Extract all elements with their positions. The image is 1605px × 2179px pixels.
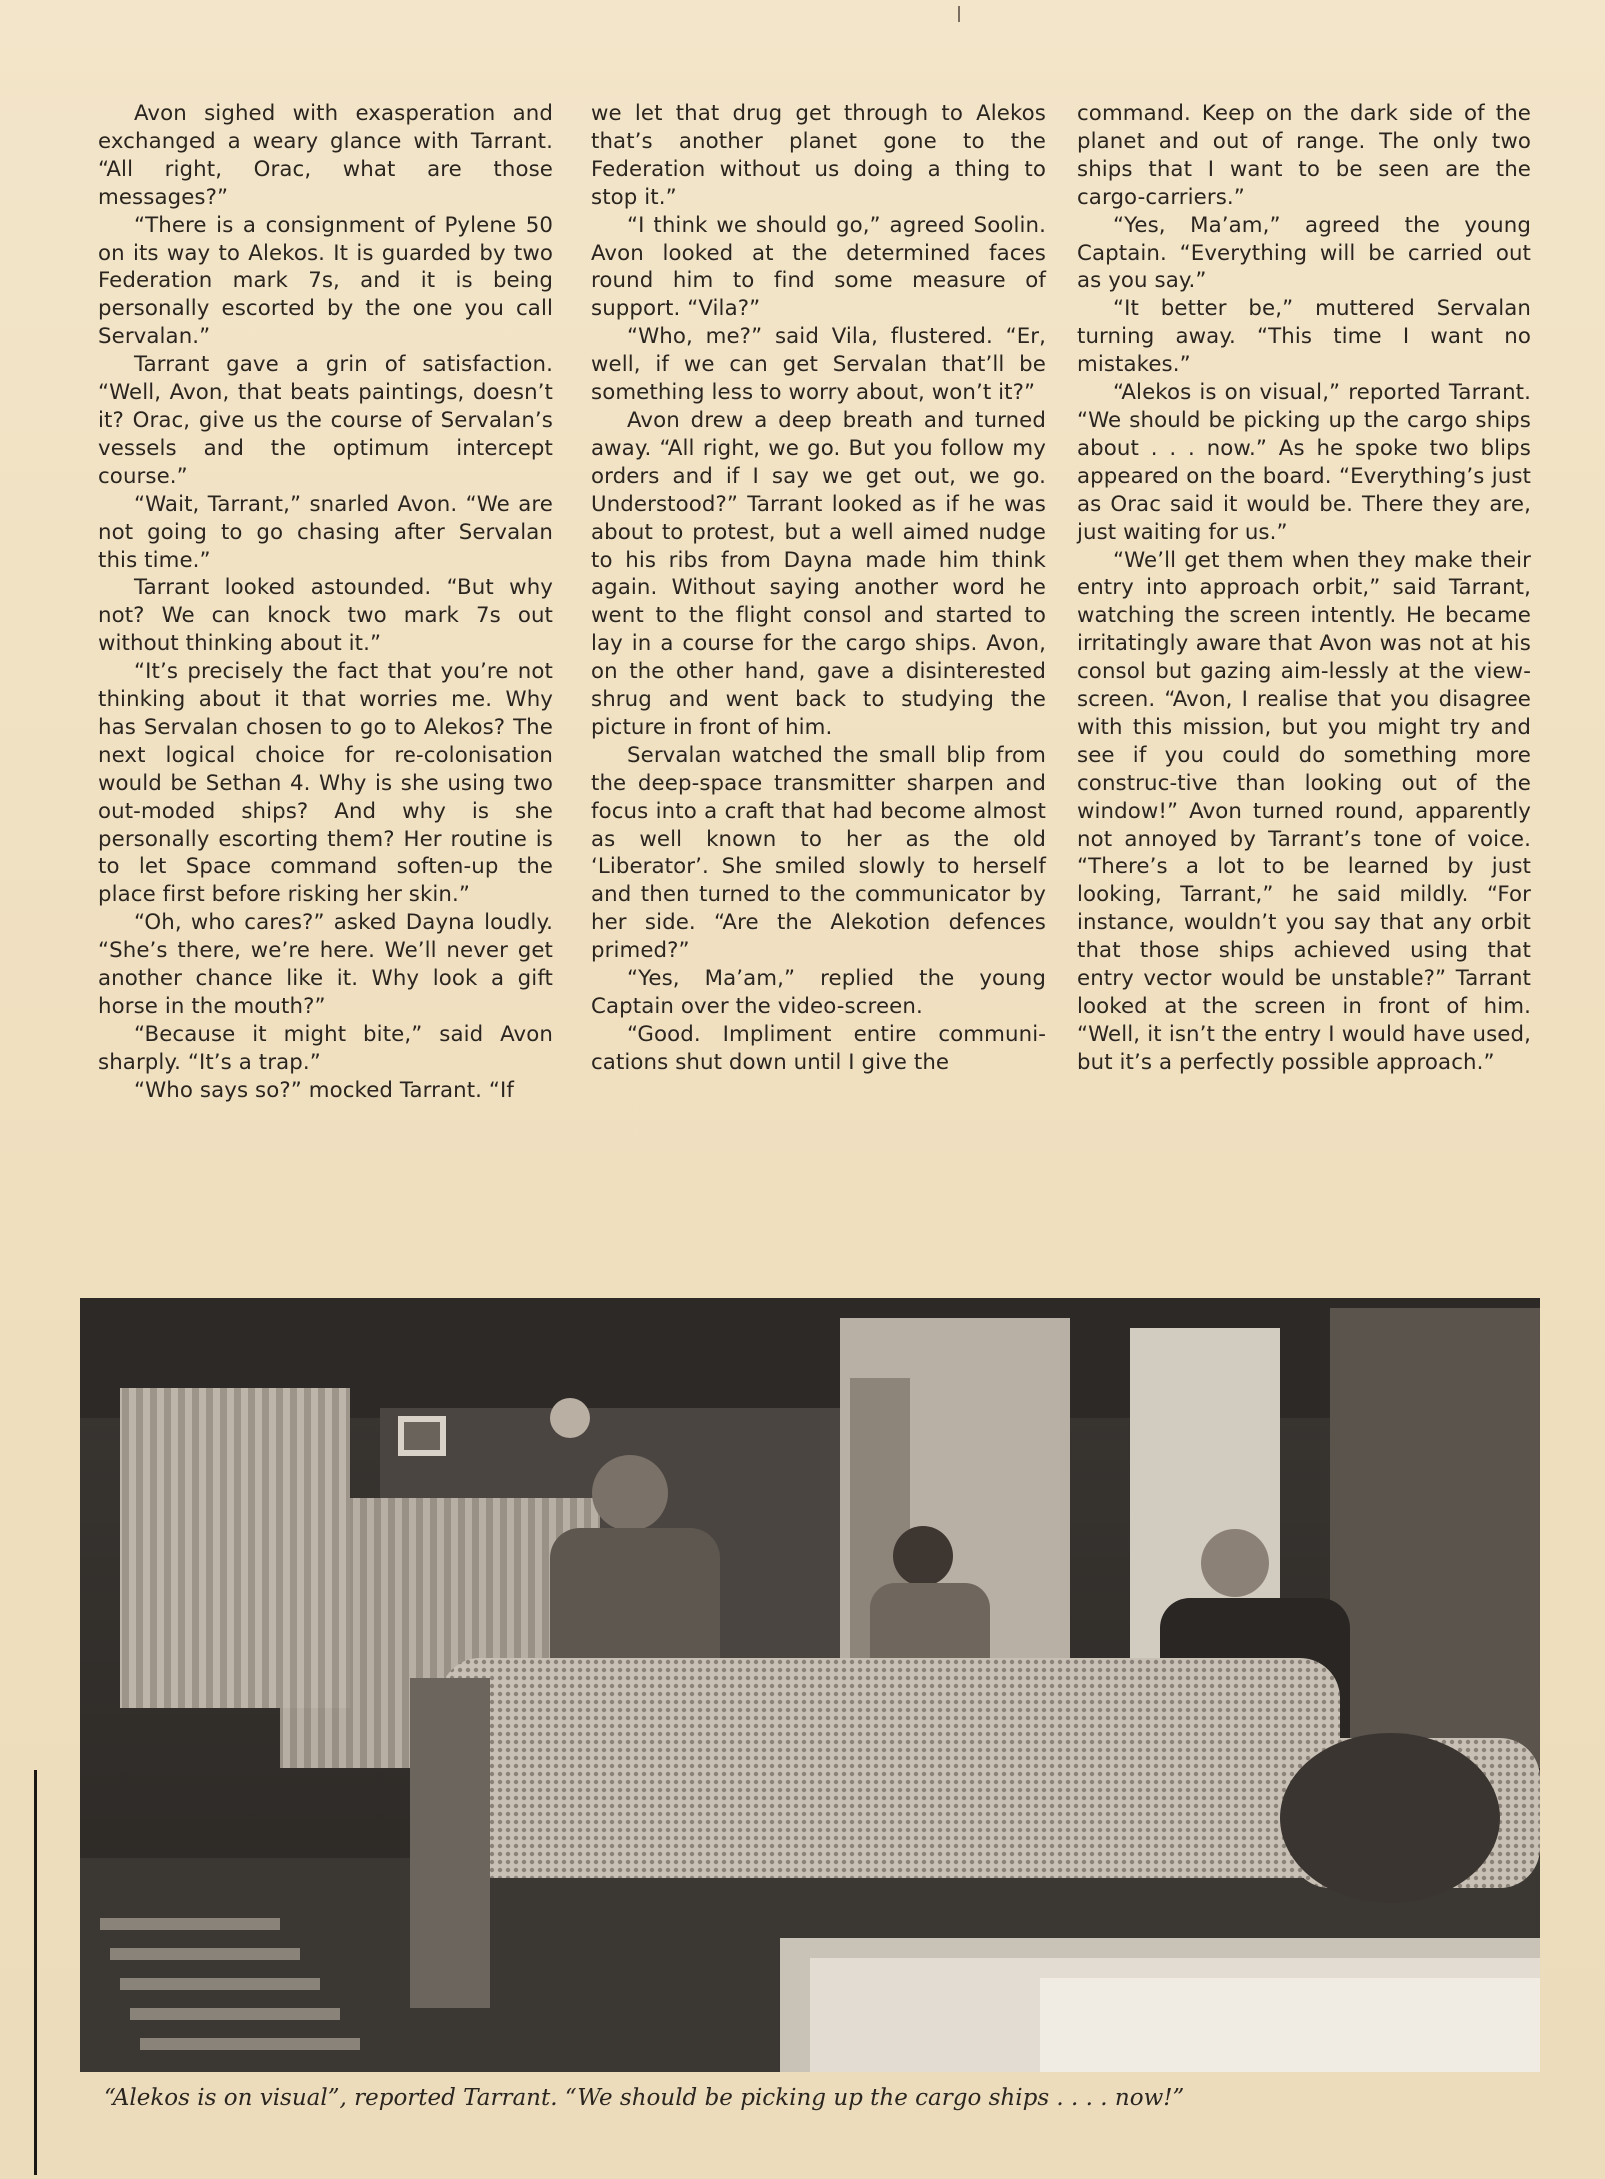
- paragraph-continued: command. Keep on the dark side of the planet and out of range. The only two ships that I want to be seen are the cargo-carriers.”: [1077, 101, 1531, 210]
- paragraph: “Who says so?” mocked Tarrant. “If: [134, 1077, 515, 1103]
- paragraph: “Oh, who cares?” asked Dayna loudly. “She’s there, we’re here. We’ll never get another chance like it. Why look a gift horse in the mouth?”: [98, 910, 553, 1019]
- paragraph: “Wait, Tarrant,” snarled Avon. “We are not going to go chasing after Servalan this time.”: [98, 491, 553, 573]
- paragraph: “There is a consignment of Pylene 50 on its way to Alekos. It is guarded by two Federation mark 7s, and it is being personally escorted by the one you call Servalan.”: [98, 212, 553, 350]
- text-column-3: [1077, 100, 1531, 1077]
- scene-photograph: [80, 1298, 1540, 2072]
- paragraph: Servalan watched the small blip from the deep-space transmitter sharpen and focus into a craft that had become almost as well known to her as the old ‘Liberator’. She smiled slowly to herself and then turned to the communicator by her side. “Are the Alekotion defences primed?”: [591, 742, 1046, 964]
- photo-illustration: [80, 1298, 1540, 2072]
- text-column-1: [98, 100, 553, 1105]
- margin-rule: [34, 1770, 37, 2175]
- paragraph: “Alekos is on visual,” reported Tarrant. “We should be picking up the cargo ships about . . . now.” As he spoke two blips appeared on the board. “Everything’s just as Orac said it would be. There they are, just waiting for us.”: [1077, 380, 1531, 545]
- paragraph: Tarrant looked astounded. “But why not? We can knock two mark 7s out without thinking about it.”: [98, 575, 553, 657]
- paragraph: “Because it might bite,” said Avon sharply. “It’s a trap.”: [98, 1021, 553, 1075]
- paragraph-continued: we let that drug get through to Alekos that’s another planet gone to the Federation without us doing a thing to stop it.”: [591, 101, 1046, 210]
- text-column-2: [591, 100, 1046, 1077]
- paragraph: “It’s precisely the fact that you’re not thinking about it that worries me. Why has Servalan chosen to go to Alekos? The next logical choice for re-colonisation would be Sethan 4. Why is she using two out-moded ships? And why is she personally escorting them? Her routine is to let Space command soften-up the place first before risking her skin.”: [98, 659, 553, 908]
- print-mark: [958, 6, 960, 22]
- photo-caption: “Alekos is on visual”, reported Tarrant. “We should be picking up the cargo ships . . . . now!”: [104, 2085, 1185, 2111]
- paragraph: “Yes, Ma’am,” replied the young Captain over the video-screen.: [591, 966, 1046, 1019]
- paragraph: “Who, me?” said Vila, flustered. “Er, well, if we can get Servalan that’ll be something less to worry about, won’t it?”: [591, 324, 1046, 406]
- paragraph: Avon drew a deep breath and turned away. “All right, we go. But you follow my orders and if I say we get out, we go. Understood?” Tarrant looked as if he was about to protest, but a well aimed nudge to his ribs from Dayna made him think again. Without saying another word he went to the flight consol and started to lay in a course for the cargo ships. Avon, on the other hand, gave a disinterested shrug and went back to studying the picture in front of him.: [591, 407, 1046, 740]
- paragraph: Avon sighed with exasperation and exchanged a weary glance with Tarrant. “All right, Orac, what are those messages?”: [98, 101, 553, 210]
- paragraph: “It better be,” muttered Servalan turning away. “This time I want no mistakes.”: [1077, 296, 1531, 378]
- paragraph: “We’ll get them when they make their entry into approach orbit,” said Tarrant, watching the screen intently. He became irritatingly aware that Avon was not at his consol but gazing aim-lessly at the view-screen. “Avon, I realise that you disagree with this mission, but you might try and see if you could do something more construc-tive than looking out of the window!” Avon turned round, apparently not annoyed by Tarrant’s tone of voice. “There’s a lot to be learned by just looking, Tarrant,” he said mildly. “For instance, wouldn’t you say that any orbit that those ships achieved using that entry vector would be unstable?” Tarrant looked at the screen in front of him. “Well, it isn’t the entry I would have used, but it’s a perfectly possible approach.”: [1077, 547, 1531, 1075]
- paragraph: Tarrant gave a grin of satisfaction. “Well, Avon, that beats paintings, doesn’t it? Orac, give us the course of Servalan’s vessels and the optimum intercept course.”: [98, 352, 553, 489]
- paragraph: “I think we should go,” agreed Soolin. Avon looked at the determined faces round him to find some measure of support. “Vila?”: [591, 212, 1046, 322]
- paragraph: “Yes, Ma’am,” agreed the young Captain. “Everything will be carried out as you say.”: [1077, 212, 1531, 294]
- paragraph: “Good. Impliment entire communi-cations shut down until I give the: [591, 1021, 1046, 1075]
